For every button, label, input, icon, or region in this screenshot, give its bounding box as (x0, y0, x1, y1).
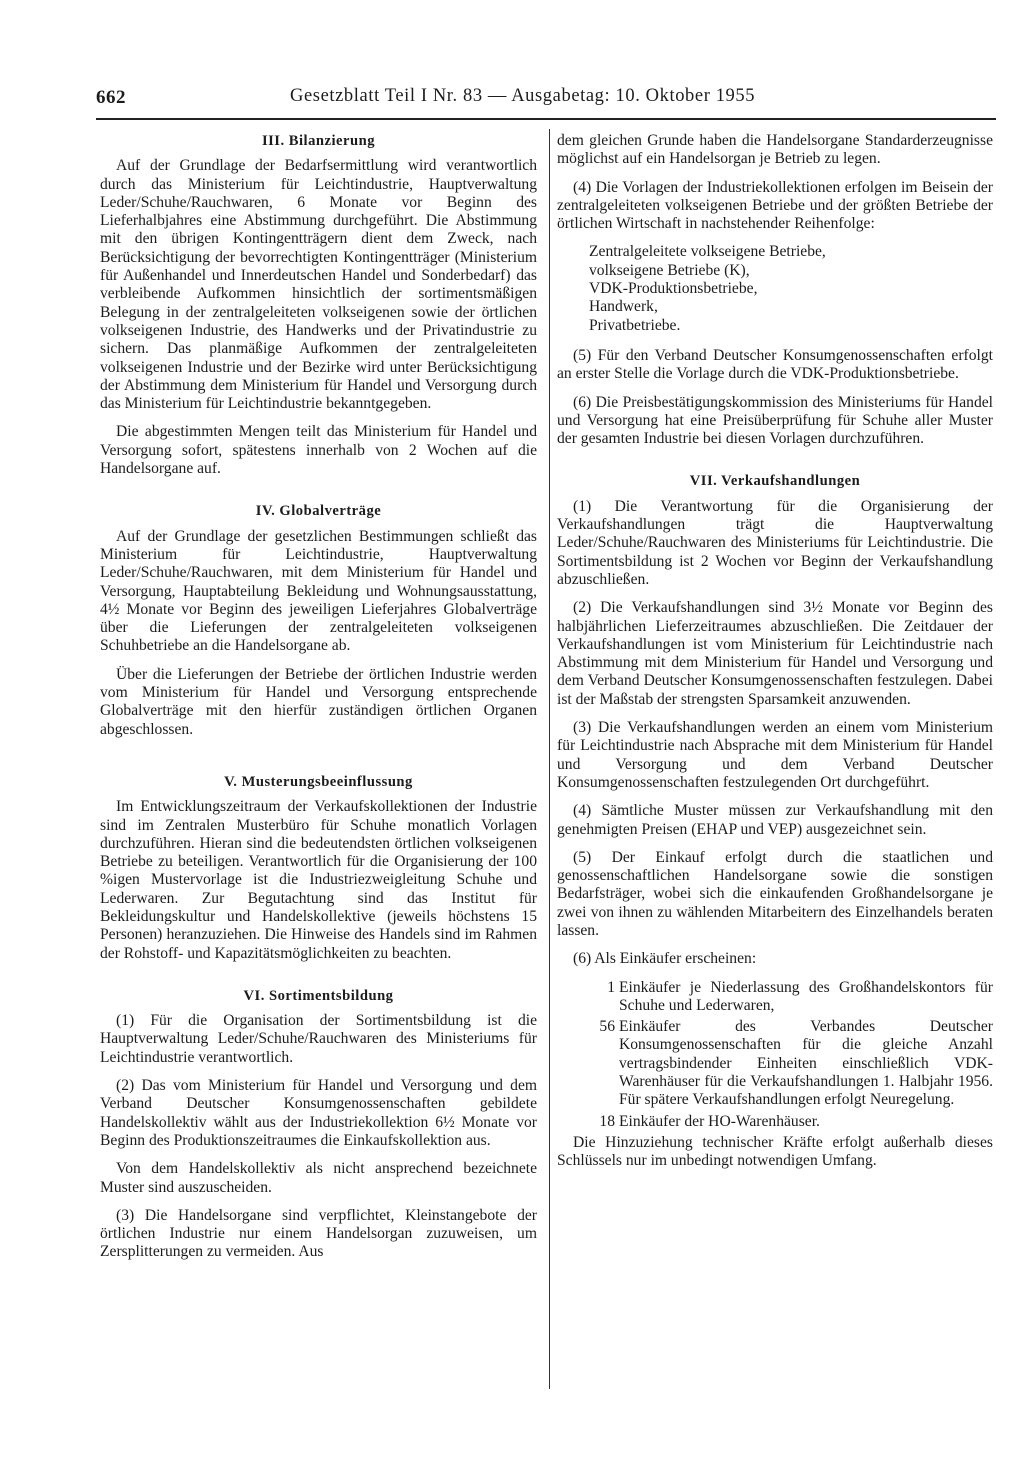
right-column (557, 132, 993, 1181)
running-header: Gesetzblatt Teil I Nr. 83 — Ausgabetag: 10. Oktober 1955 (290, 86, 756, 106)
list-item: VDK-Produktionsbetriebe, (589, 280, 758, 298)
paragraph: (3) Die Verkaufshandlungen werden an einem vom Ministerium für Leichtindustrie nach Absprache mit dem Ministerium für Handel und Versorgung und dem Verband Deutscher Konsumgenossenschaften festzulegenden Ort durchgeführt. (557, 719, 993, 791)
buyer-count: 1 (607, 978, 615, 996)
list-item: volkseigene Betriebe (K), (589, 261, 750, 279)
section-heading-6: VI. Sortimentsbildung (243, 987, 394, 1004)
buyer-count: 18 (599, 1112, 615, 1130)
paragraph: (3) Die Handelsorgane sind verpflichtet, Kleinstangebote der örtlichen Industrie nur einem Handelsorgan zuzuweisen, um Zersplitterungen zu vermeiden. Aus (100, 1206, 537, 1261)
paragraph: (2) Die Verkaufshandlungen sind 3½ Monate vor Beginn des halbjährlichen Lieferzeitraumes abzuschließen. Die Zeitdauer der Verkaufshandlungen ist vom Ministerium für Leichtindustrie nach Abstimmung mit dem Ministerium für Handel und Versorgung und dem Verband Deutscher Konsumgenossenschaften festzulegen. Dabei ist der Maßstab der strengsten Sparsamkeit anzuwenden. (557, 599, 993, 708)
section-heading-3: III. Bilanzierung (261, 133, 376, 149)
paragraph: Die Hinzuziehung technischer Kräfte erfolgt außerhalb dieses Schlüssels nur im unbedingt notwendigen Umfang. (557, 1133, 993, 1170)
list-item: Privatbetriebe. (589, 316, 681, 334)
paragraph: Die abgestimmten Mengen teilt das Ministerium für Handel und Versorgung sofort, spätestens innerhalb von 2 Wochen auf die Handelsorgane auf. (100, 423, 537, 478)
paragraph: (6) Als Einkäufer erscheinen: (573, 950, 757, 968)
section-heading-7: VII. Verkaufshandlungen (689, 473, 861, 490)
paragraph-continuation: dem gleichen Grunde haben die Handelsorgane Standarderzeugnisse möglichst auf ein Handelsorgan je Betrieb zu legen. (557, 132, 993, 168)
paragraph: (4) Die Vorlagen der Industriekollektionen erfolgen im Beisein der zentralgeleiteten volkseigenen Betriebe und der größten Betriebe der örtlichen Wirtschaft in nachstehender Reihenfolge: (557, 178, 993, 233)
list-item: Zentralgeleitete volkseigene Betriebe, (589, 243, 826, 261)
buyer-entry (557, 979, 993, 1016)
list-item: Handwerk, (589, 298, 658, 316)
paragraph: Im Entwicklungszeitraum der Verkaufskollektionen der Industrie sind im Zentralen Musterbüro für Schuhe monatlich Vorlagen durchzuführen. Hieran sind die bedeutendsten örtlichen volkseigenen Betriebe zu beteiligen. Verantwortlich für die Organisierung der 100 %igen Mustervorlage ist die Industriezweigleitung Schuhe und Lederwaren. Zur Begutachtung sind das Institut für Bekleidungskultur und Handelskollektive (jeweils höchstens 15 Personen) heranzuziehen. Die Hinweise des Handels sind im Rahmen der Rohstoff- und Kapazitätsmöglichkeiten zu beachten. (100, 798, 537, 962)
paragraph: Über die Lieferungen der Betriebe der örtlichen Industrie werden vom Ministerium für Handel und Versorgung entsprechende Globalverträge mit den hierfür zuständigen örtlichen Organen abgeschlossen. (100, 665, 537, 738)
paragraph: (1) Die Verantwortung für die Organisierung der Verkaufshandlungen trägt die Hauptverwaltung Leder/Schuhe/Rauchwaren des Ministeriums für Leichtindustrie. Die Sortimentsbildung ist 2 Wochen vor Beginn der Verkaufshandlung abzuschließen. (557, 497, 993, 588)
paragraph: Auf der Grundlage der Bedarfsermittlung wird verantwortlich durch das Ministerium für Leichtindustrie, Hauptverwaltung Leder/Schuhe/Rauchwaren, 6 Monate vor Beginn des Lieferhalbjahres eine Abstimmung durchgeführt. Die Abstimmung mit den übrigen Kontingentträgern dient dem Zweck, nach Berücksichtigung der bevorrechtigten Kontingentträger (Ministerium für Außenhandel und Innerdeutschen Handel und Sonderbedarf) das verbleibende Aufkommen hinsichtlich der sortimentsmäßigen Belegung in der zentralgeleiteten volkseigenen sowie der örtlichen volkseigenen Industrie, des Handwerks und der Privatindustrie zu sichern. Das planmäßige Aufkommen der zentralgeleiteten volkseigenen Industrie und der Bezirke wird unter Berücksichtigung der Abstimmung dem Ministerium für Handel und Versorgung durch das Ministerium für Leichtindustrie bekanntgegeben. (100, 157, 537, 413)
buyer-entry (557, 1113, 993, 1131)
buyer-entry (557, 1018, 993, 1109)
buyer-text: Einkäufer des Verbandes Deutscher Konsumgenossenschaften für die gleiche Anzahl vertragsbindender Einheiten einschließlich VDK-Warenhäuser für die Verkaufshandlungen 1. Halbjahr 1956. Für spätere Verkaufshandlungen erfolgt Neuregelung. (619, 1018, 993, 1109)
paragraph: (5) Für den Verband Deutscher Konsumgenossenschaften erfolgt an erster Stelle die Vorlage durch die VDK-Produktionsbetriebe. (557, 346, 993, 383)
buyer-text: Einkäufer der HO-Warenhäuser. (619, 1112, 820, 1130)
header-rule (96, 118, 996, 120)
paragraph: (2) Das vom Ministerium für Handel und Versorgung und dem Verband Deutscher Konsumgenossenschaften gebildete Handelskollektiv wählt aus der Industriekollektion 6½ Monate vor Beginn des Produktionszeitraumes die Einkaufskollektion aus. (100, 1077, 537, 1149)
paragraph: Auf der Grundlage der gesetzlichen Bestimmungen schließt das Ministerium für Leichtindustrie, Hauptverwaltung Leder/Schuhe/Rauchwaren, mit dem Ministerium für Handel und Versorgung, Hauptabteilung Bekleidung und Wohnungsausstattung, 4½ Monate vor Beginn des jeweiligen Lieferjahres Globalverträge über die Lieferungen der zentralgeleiteten volkseigenen Schuhbetriebe an die Handelsorgane ab. (100, 527, 537, 655)
order-list (589, 243, 993, 334)
paragraph: Von dem Handelskollektiv als nicht ansprechend bezeichnete Muster sind auszuscheiden. (100, 1160, 537, 1196)
paragraph: (5) Der Einkauf erfolgt durch die staatlichen und genossenschaftlichen Handelsorgane sowie die sonstigen Bedarfsträger, wobei sich die einkaufenden Großhandelsorgane je zwei von ihnen zu wählenden Mitarbeitern des Einzelhandels beraten lassen. (557, 848, 993, 939)
section-heading-5: V. Musterungsbeeinflussung (224, 773, 413, 790)
left-column (100, 132, 537, 1272)
paragraph: (4) Sämtliche Muster müssen zur Verkaufshandlung mit den genehmigten Preisen (EHAP und VEP) ausgezeichnet sein. (557, 802, 993, 838)
buyer-count: 56 (599, 1018, 615, 1036)
paragraph: (1) Für die Organisation der Sortimentsbildung ist die Hauptverwaltung Leder/Schuhe/Rauchwaren des Ministeriums für Leichtindustrie verantwortlich. (100, 1012, 537, 1066)
section-heading-4: IV. Globalverträge (255, 503, 382, 520)
column-divider (549, 129, 550, 1389)
page-number: 662 (96, 87, 126, 108)
paragraph: (6) Die Preisbestätigungskommission des Ministeriums für Handel und Versorgung hat eine Preisüberprüfung für Schuhe aller Muster der gesamten Industrie bei diesen Vorlagen durchzuführen. (557, 393, 993, 448)
buyer-text: Einkäufer je Niederlassung des Großhandelskontors für Schuhe und Lederwaren, (619, 978, 993, 1014)
